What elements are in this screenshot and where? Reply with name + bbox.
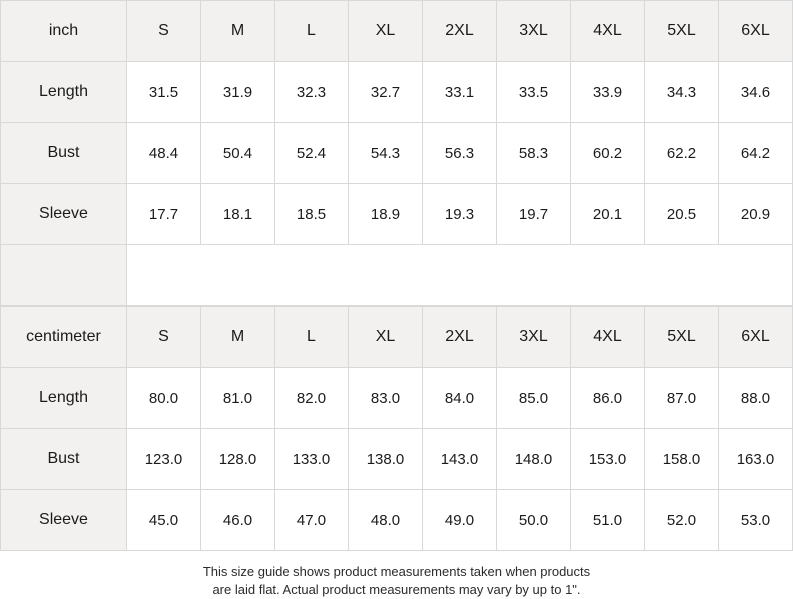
measure-cell: 33.9 (571, 62, 645, 123)
measure-cell: 84.0 (423, 368, 497, 429)
table-row (1, 429, 793, 490)
measure-cell: 19.3 (423, 184, 497, 245)
measure-cell: 148.0 (497, 429, 571, 490)
size-header-cell: M (201, 1, 275, 62)
table-row (1, 184, 793, 245)
measure-cell: 53.0 (719, 490, 793, 551)
table-row (1, 123, 793, 184)
unit-label-centimeter: centimeter (1, 307, 127, 368)
measure-cell: 32.7 (349, 62, 423, 123)
size-header-cell: XL (349, 1, 423, 62)
measure-cell: 18.9 (349, 184, 423, 245)
size-header-cell: 6XL (719, 1, 793, 62)
measure-cell: 46.0 (201, 490, 275, 551)
measure-cell: 128.0 (201, 429, 275, 490)
size-chart-centimeter (0, 306, 793, 551)
measure-cell: 143.0 (423, 429, 497, 490)
size-header-cell: 5XL (645, 307, 719, 368)
note-line-2: are laid flat. Actual product measurements may vary by up to 1". (212, 582, 581, 597)
measure-cell: 33.5 (497, 62, 571, 123)
table-row (1, 368, 793, 429)
measure-cell: 64.2 (719, 123, 793, 184)
measure-label-length: Length (1, 368, 127, 429)
measure-cell: 50.0 (497, 490, 571, 551)
size-header-cell: 6XL (719, 307, 793, 368)
unit-label-inch: inch (1, 1, 127, 62)
measure-cell: 87.0 (645, 368, 719, 429)
table-row (1, 490, 793, 551)
measure-cell: 83.0 (349, 368, 423, 429)
measure-cell: 133.0 (275, 429, 349, 490)
measure-cell: 52.0 (645, 490, 719, 551)
table-header-row (1, 307, 793, 368)
measure-cell: 58.3 (497, 123, 571, 184)
measure-cell: 48.4 (127, 123, 201, 184)
measure-cell: 54.3 (349, 123, 423, 184)
measure-label-bust: Bust (1, 429, 127, 490)
measure-cell: 86.0 (571, 368, 645, 429)
spacer-label-cell (1, 245, 127, 306)
size-header-cell: 4XL (571, 1, 645, 62)
size-header-cell: L (275, 1, 349, 62)
measure-cell: 32.3 (275, 62, 349, 123)
measure-cell: 50.4 (201, 123, 275, 184)
measure-cell: 60.2 (571, 123, 645, 184)
measure-cell: 18.5 (275, 184, 349, 245)
measure-cell: 20.5 (645, 184, 719, 245)
measure-cell: 20.1 (571, 184, 645, 245)
measure-label-length: Length (1, 62, 127, 123)
table-spacer-row (1, 245, 793, 306)
size-guide-note (0, 551, 793, 599)
measure-cell: 18.1 (201, 184, 275, 245)
measure-cell: 17.7 (127, 184, 201, 245)
measure-cell: 85.0 (497, 368, 571, 429)
measure-cell: 19.7 (497, 184, 571, 245)
size-header-cell: L (275, 307, 349, 368)
measure-cell: 62.2 (645, 123, 719, 184)
note-line-1: This size guide shows product measurements taken when products (202, 564, 591, 579)
measure-cell: 34.3 (645, 62, 719, 123)
size-header-cell: S (127, 307, 201, 368)
measure-cell: 163.0 (719, 429, 793, 490)
measure-cell: 52.4 (275, 123, 349, 184)
measure-cell: 158.0 (645, 429, 719, 490)
measure-cell: 123.0 (127, 429, 201, 490)
spacer-cell (127, 245, 793, 306)
size-header-cell: 4XL (571, 307, 645, 368)
size-header-cell: XL (349, 307, 423, 368)
measure-cell: 153.0 (571, 429, 645, 490)
size-header-cell: 3XL (497, 307, 571, 368)
measure-label-sleeve: Sleeve (1, 184, 127, 245)
measure-cell: 34.6 (719, 62, 793, 123)
measure-label-sleeve: Sleeve (1, 490, 127, 551)
measure-cell: 45.0 (127, 490, 201, 551)
measure-cell: 138.0 (349, 429, 423, 490)
measure-cell: 51.0 (571, 490, 645, 551)
measure-cell: 31.5 (127, 62, 201, 123)
measure-label-bust: Bust (1, 123, 127, 184)
measure-cell: 88.0 (719, 368, 793, 429)
measure-cell: 33.1 (423, 62, 497, 123)
measure-cell: 80.0 (127, 368, 201, 429)
table-row (1, 62, 793, 123)
size-header-cell: 5XL (645, 1, 719, 62)
size-header-cell: M (201, 307, 275, 368)
table-header-row (1, 1, 793, 62)
size-header-cell: 2XL (423, 1, 497, 62)
size-header-cell: S (127, 1, 201, 62)
size-header-cell: 3XL (497, 1, 571, 62)
measure-cell: 49.0 (423, 490, 497, 551)
measure-cell: 31.9 (201, 62, 275, 123)
measure-cell: 48.0 (349, 490, 423, 551)
measure-cell: 56.3 (423, 123, 497, 184)
size-header-cell: 2XL (423, 307, 497, 368)
measure-cell: 81.0 (201, 368, 275, 429)
measure-cell: 20.9 (719, 184, 793, 245)
measure-cell: 47.0 (275, 490, 349, 551)
measure-cell: 82.0 (275, 368, 349, 429)
